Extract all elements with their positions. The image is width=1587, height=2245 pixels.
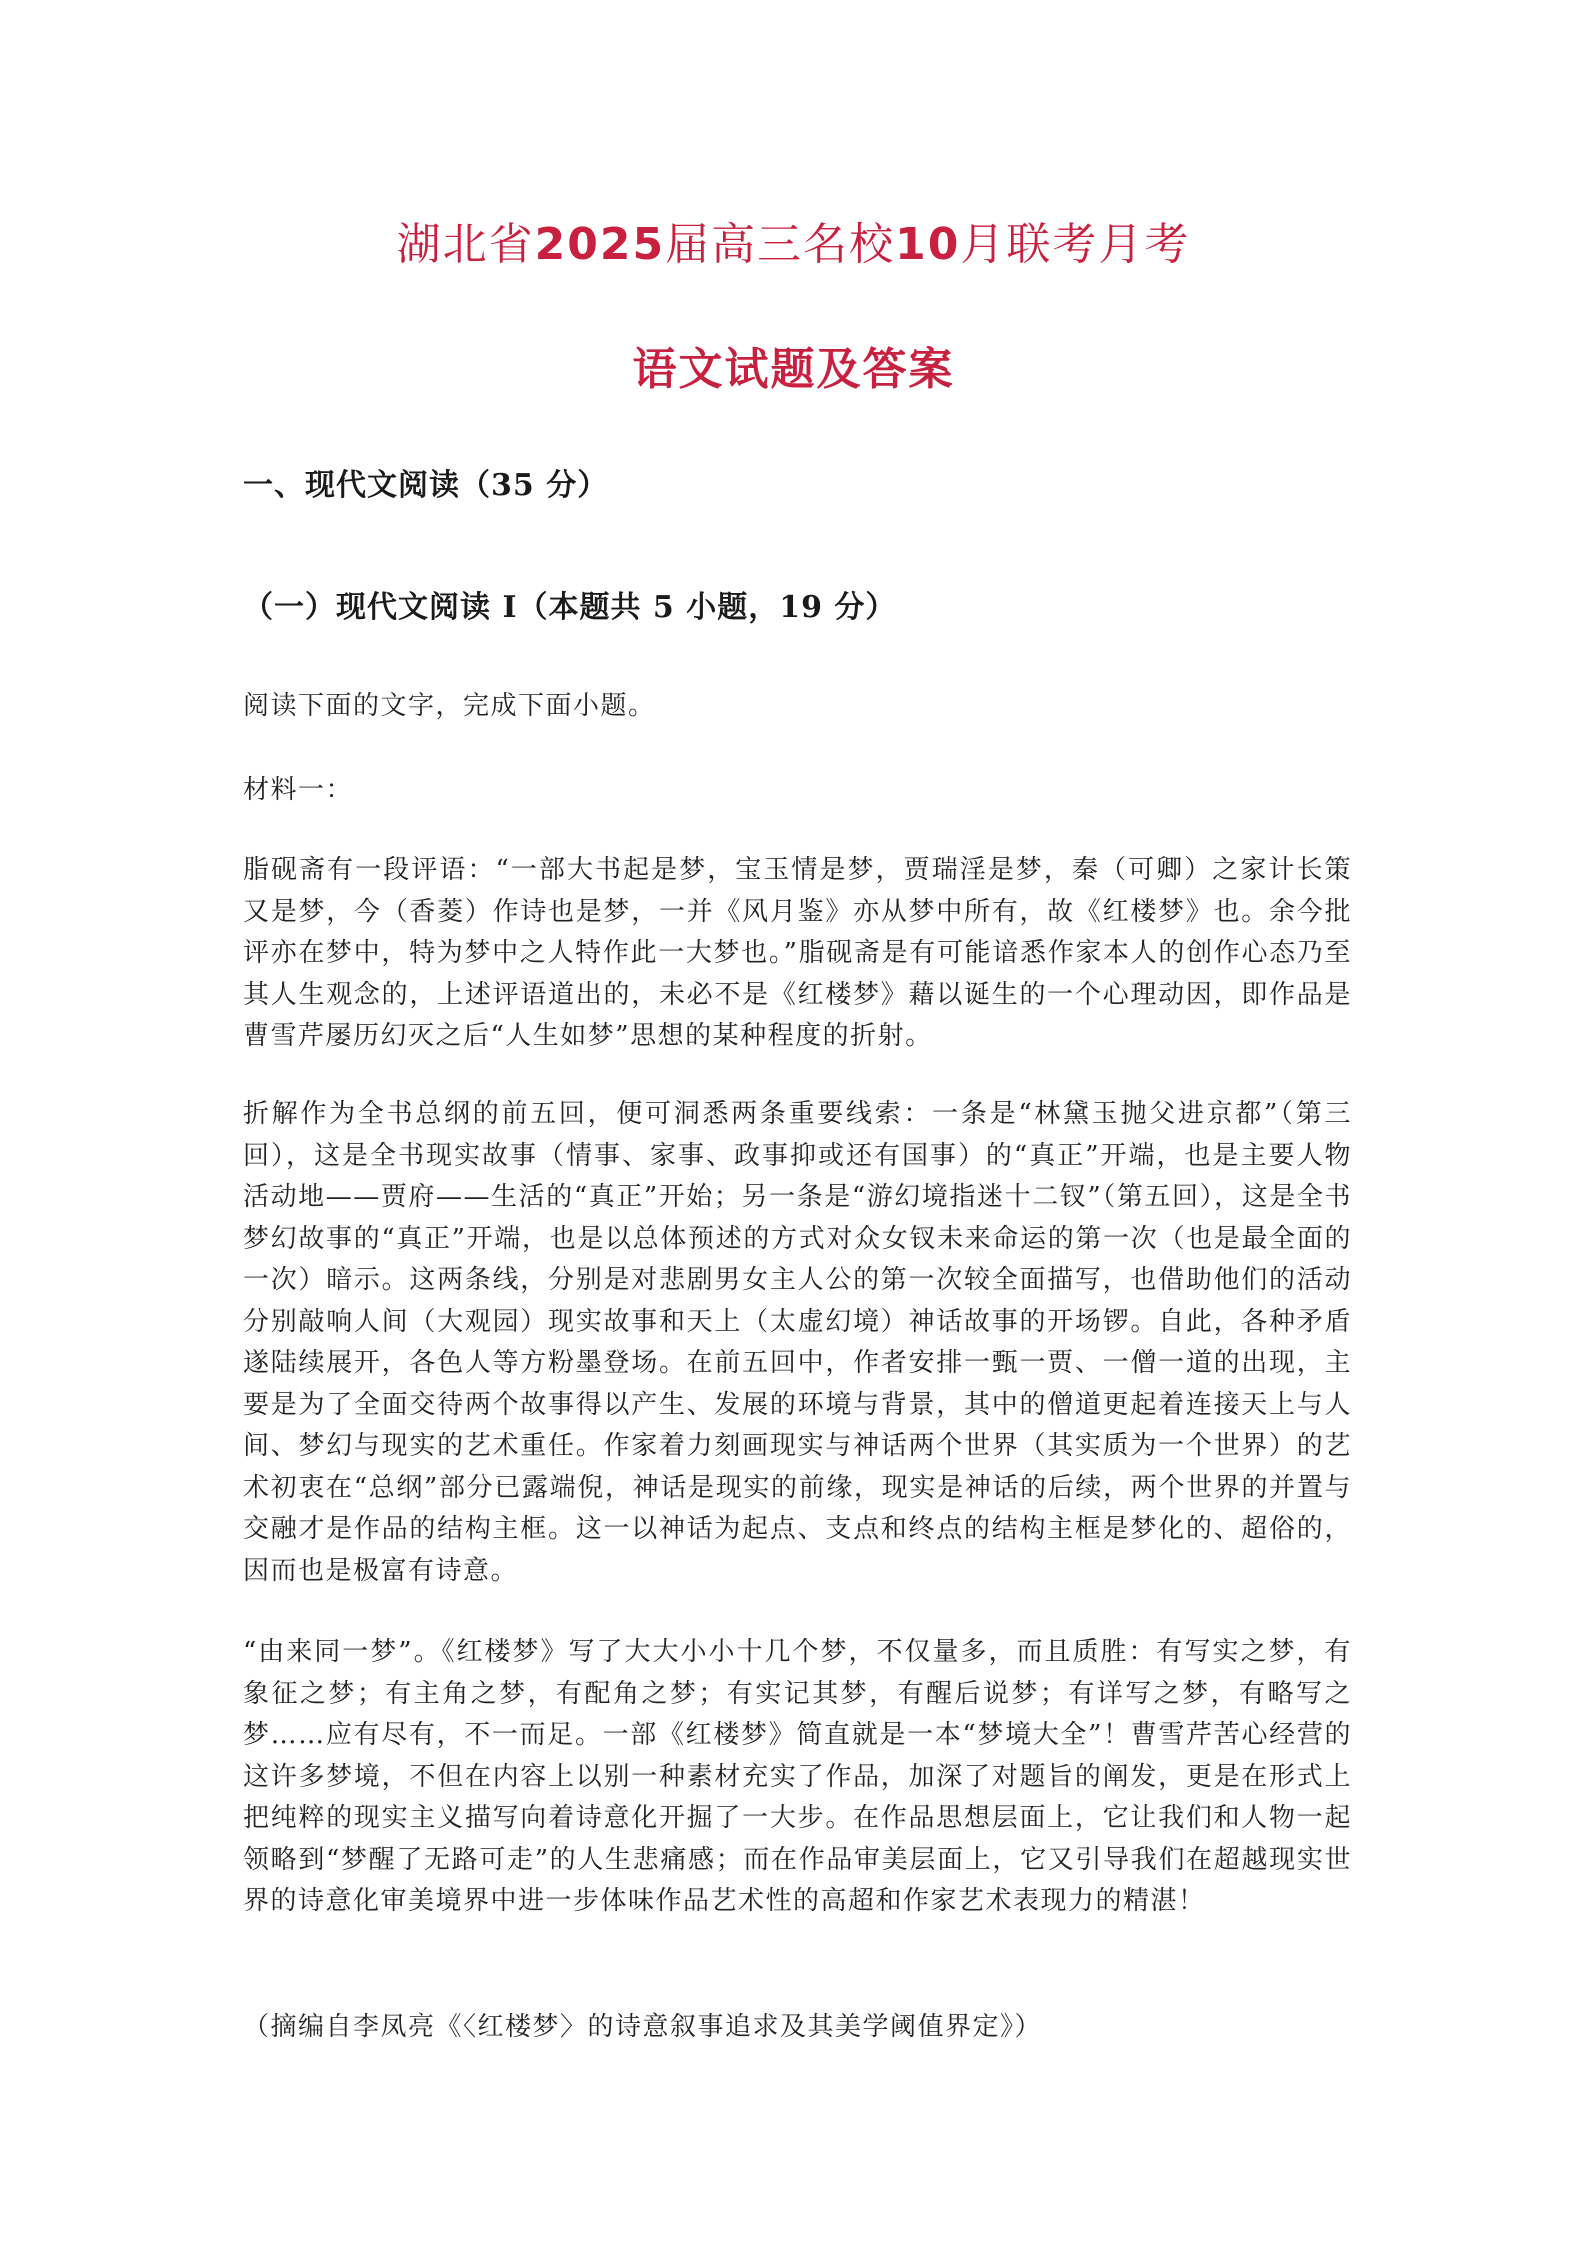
title-part: 月联考月考 [960,219,1191,270]
paragraph-2: 折解作为全书总纲的前五回，便可洞悉两条重要线索：一条是“林黛玉抛父进京都”（第三回），这是全书现实故事（情事、家事、政事抑或还有国事）的“真正”开端，也是主要人物活动地——贾府——生活的“真正”开始；另一条是“游幻境指迷十二钗”（第五回），这是全书梦幻故事的“真正”开端，也是以总体预述的方式对众女钗未来命运的第一次（也是最全面的一次）暗示。这两条线，分别是对悲剧男女主人公的第一次较全面描写，也借助他们的活动分别敲响人间（大观园）现实故事和天上（太虚幻境）神话故事的开场锣。自此，各种矛盾遂陆续展开，各色人等方粉墨登场。在前五回中，作者安排一甄一贾、一僧一道的出现，主要是为了全面交待两个故事得以产生、发展的环境与背景，其中的僧道更起着连接天上与人间、梦幻与现实的艺术重任。作家着力刻画现实与神话两个世界（其实质为一个世界）的艺术初衷在“总纲”部分已露端倪，神话是现实的前缘，现实是神话的后续，两个世界的并置与交融才是作品的结构主框。这一以神话为起点、支点和终点的结构主框是梦化的、超俗的，因而也是极富有诗意。 [243,1099,1352,1586]
title-month: 10 [895,219,961,270]
title-part: 湖北省 [396,219,535,270]
reading-instruction: 阅读下面的文字，完成下面小题。 [243,691,656,721]
source-citation: （摘编自李凤亮《〈红楼梦〉的诗意叙事追求及其美学阈值界定》） [243,2012,1043,2042]
section-heading: 一、现代文阅读（35 分） [243,468,609,503]
paragraph-1: 脂砚斋有一段评语：“一部大书起是梦，宝玉情是梦，贾瑞淫是梦，秦（可卿）之家计长策又是梦，今（香菱）作诗也是梦，一并《风月鉴》亦从梦中所有，故《红楼梦》也。余今批评亦在梦中，特为梦中之人特作此一大梦也。”脂砚斋是有可能谙悉作家本人的创作心态乃至其人生观念的，上述评语道出的，未必不是《红楼梦》藉以诞生的一个心理动因，即作品是曹雪芹屡历幻灭之后“人生如梦”思想的某种程度的折射。 [243,855,1352,1051]
subsection-heading: （一）现代文阅读 I（本题共 5 小题，19 分） [243,590,897,625]
title-part: 届高三名校 [665,219,896,270]
paragraph-3: “由来同一梦”。《红楼梦》写了大大小小十几个梦，不仅量多，而且质胜：有写实之梦，有象征之梦；有主角之梦，有配角之梦；有实记其梦，有醒后说梦；有详写之梦，有略写之梦……应有尽有，不一而足。一部《红楼梦》简直就是一本“梦境大全”！曹雪芹苦心经营的这许多梦境，不但在内容上以别一种素材充实了作品，加深了对题旨的阐发，更是在形式上把纯粹的现实主义描写向着诗意化开掘了一大步。在作品思想层面上，它让我们和人物一起领略到“梦醒了无路可走”的人生悲痛感；而在作品审美层面上，它又引导我们在超越现实世界的诗意化审美境界中进一步体味作品艺术性的高超和作家艺术表现力的精湛！ [243,1637,1352,1916]
document-subtitle: 语文试题及答案 [632,344,955,395]
material-label: 材料一： [243,775,354,805]
title-year: 2025 [534,219,666,270]
document-title [0,208,1587,272]
